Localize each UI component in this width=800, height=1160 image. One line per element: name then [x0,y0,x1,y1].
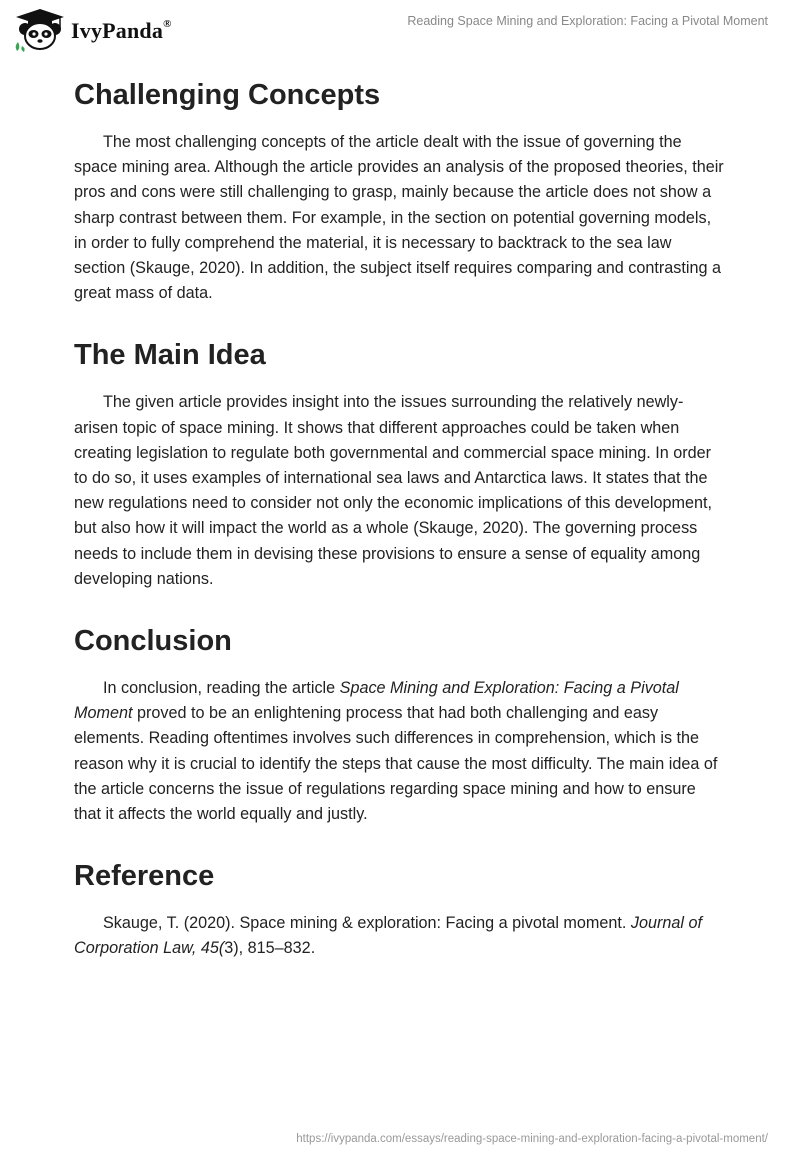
journal-title: Journal of Corporation Law, 45( [74,914,702,958]
section-heading: Conclusion [74,625,232,658]
section-heading: The Main Idea [74,339,266,372]
ivypanda-logo[interactable] [14,8,172,52]
section-reference [74,853,726,961]
article-title: Space Mining and Exploration: Facing a Pivotal Moment [74,679,679,723]
essay-content [74,72,726,988]
section-heading: Reference [74,860,215,893]
page-header [0,0,800,60]
section-paragraph: In conclusion, reading the article Space Mining and Exploration: Facing a Pivotal Moment proved to be an enlightening process that had both challenging and easy elements. Reading oftentimes involves such differences in comprehension, which is the reason why it is crucial to identify the steps that cause the most difficulty. The main idea of the article concerns the issue of regulations regarding space mining and how to ensure that it affects the world equally and justly. [74,679,718,824]
section-challenging-concepts [74,72,726,306]
section-main-idea [74,332,726,592]
section-paragraph: The most challenging concepts of the article dealt with the issue of governing the space mining area. Although the article provides an analysis of the proposed theories, their pros and cons were still challenging to grasp, mainly because the article does not show a sharp contrast between them. For example, in the section on potential governing models, in order to fully comprehend the material, it is necessary to backtrack to the sea law section (Skauge, 2020). In addition, the subject itself requires comparing and contrasting a great mass of data. [74,133,724,303]
section-conclusion [74,618,726,827]
reference-entry: Skauge, T. (2020). Space mining & exploration: Facing a pivotal moment. Journal of Corporation Law, 45(3), 815–832. [74,914,702,958]
panda-graduate-icon [14,8,66,52]
source-url[interactable]: https://ivypanda.com/essays/reading-space-mining-and-exploration-facing-a-pivotal-moment/ [296,1133,768,1145]
section-heading: Challenging Concepts [74,79,381,111]
document-title: Reading Space Mining and Exploration: Facing a Pivotal Moment [407,14,768,28]
brand-name: IvyPanda® [71,17,172,43]
section-paragraph: The given article provides insight into the issues surrounding the relatively newly-arisen topic of space mining. It shows that different approaches could be taken when creating legislation to regulate both governmental and commercial space mining. In order to do so, it uses examples of international sea laws and Antarctica laws. It states that the new regulations need to consider not only the economic implications of this development, but also how it will impact the world as a whole (Skauge, 2020). The governing process needs to include them in devising these provisions to ensure a sense of equality among developing nations. [74,393,712,588]
